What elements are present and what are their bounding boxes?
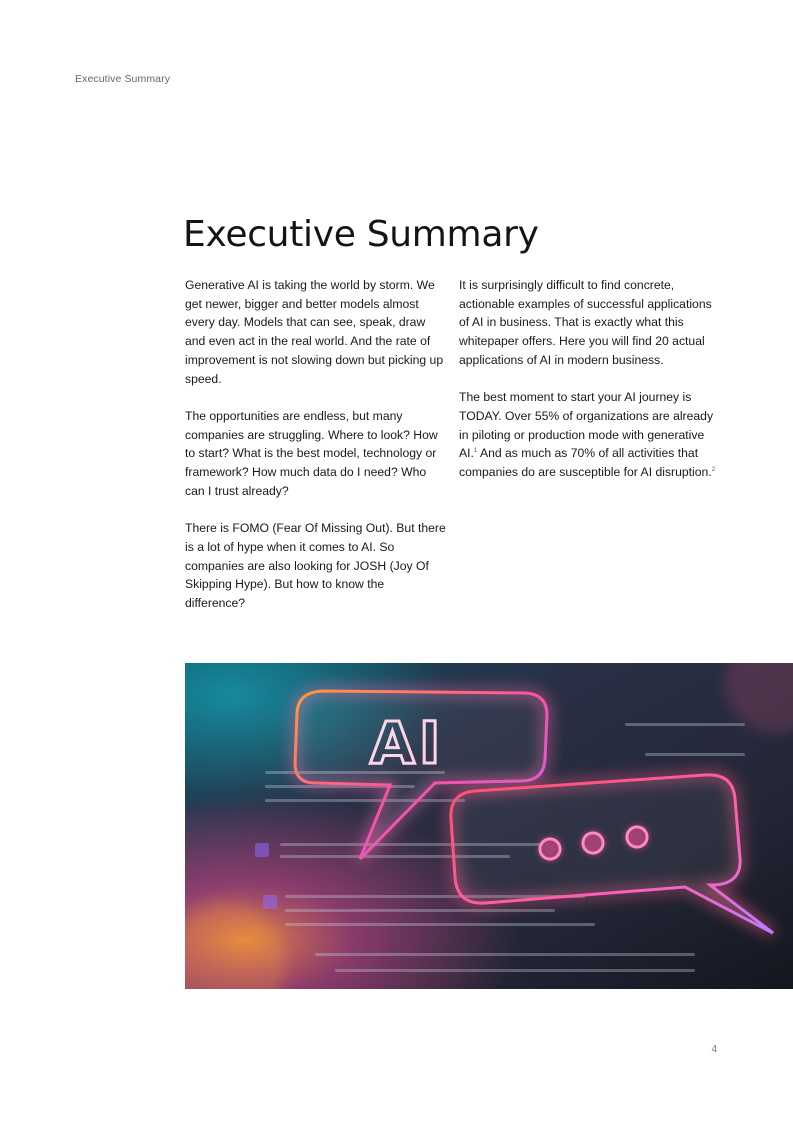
footnote-ref: 1 — [473, 448, 478, 455]
bubble-label: AI — [370, 709, 445, 777]
paragraph: It is surprisingly difficult to find concrete, actionable examples of successful applications of AI in business. That is exactly what this whitepaper offers. Here you will find 20 actual applications of AI in modern business. — [459, 278, 712, 367]
left-column — [185, 276, 447, 631]
paragraph: There is FOMO (Fear Of Missing Out). But there is a lot of hype when it comes to AI. So companies are also looking for JOSH (Joy Of Skipping Hype). But how to know the difference? — [185, 521, 446, 610]
right-column — [459, 276, 721, 500]
page-number: 4 — [711, 1044, 717, 1055]
footnote-ref: 2 — [711, 466, 716, 473]
hero-image — [185, 663, 793, 989]
paragraph — [459, 388, 721, 482]
ai-chat-illustration — [185, 663, 793, 989]
running-header: Executive Summary — [75, 73, 171, 85]
page-title: Executive Summary — [183, 214, 539, 255]
paragraph: Generative AI is taking the world by storm. We get newer, bigger and better models almost every day. Models that can see, speak, draw and even act in the real world. And the rate of improvement is not slowing down but picking up speed. — [185, 278, 444, 386]
paragraph-text: And as much as 70% of all activities that companies do are susceptible for AI disruption. — [459, 446, 712, 480]
paragraph-text: The best moment to start your AI journey is TODAY. Over 55% of organizations are already in piloting or production mode with generative AI. — [459, 390, 714, 461]
paragraph: The opportunities are endless, but many companies are struggling. Where to look? How to start? What is the best model, technology or framework? How much data do I need? Who can I trust already? — [185, 408, 438, 498]
